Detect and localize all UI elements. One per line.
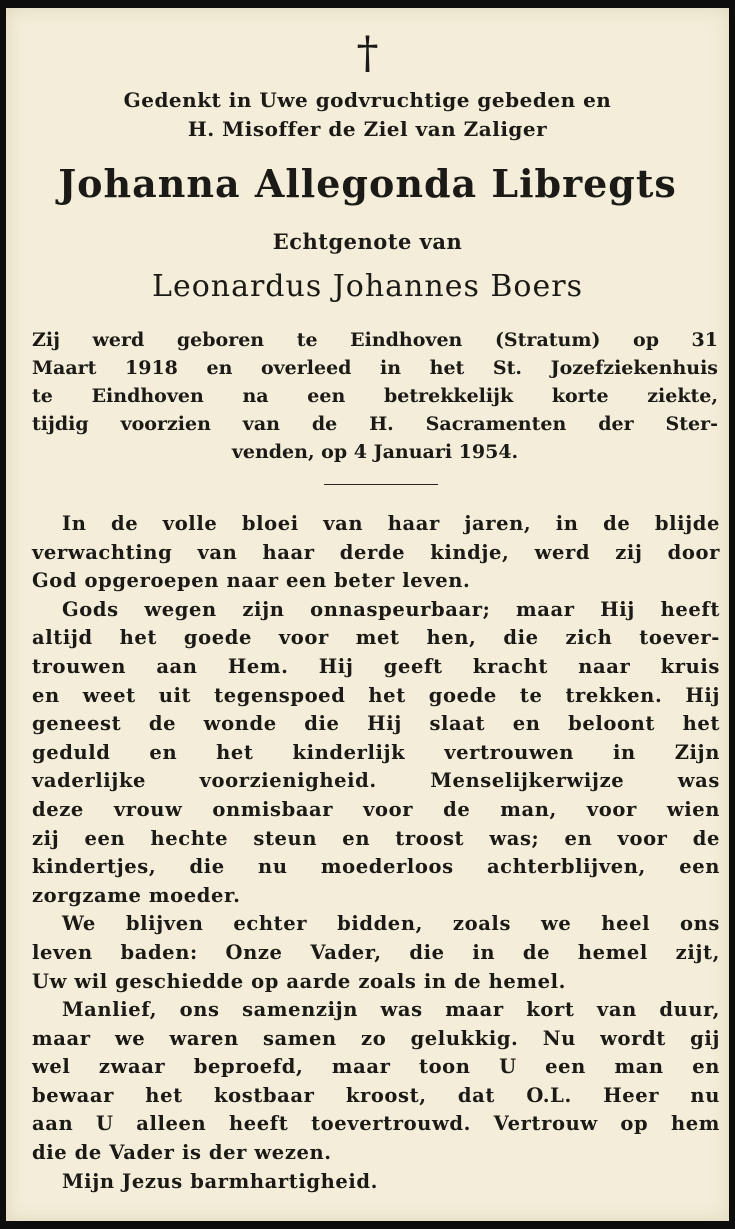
memorial-card — [6, 8, 729, 1221]
divider — [324, 484, 438, 485]
biography — [32, 326, 718, 466]
text-line: In de volle bloei van haar jaren, in de blijde — [62, 512, 720, 535]
spouse-name: Leonardus Johannes Boers — [152, 269, 583, 304]
text-line: geneest de wonde die Hij slaat en beloont het — [32, 712, 720, 736]
bio-line: Zij werd geboren te Eindhoven (Stratum) op 31 — [32, 329, 718, 351]
text-line: die de Vader is der wezen. — [32, 1141, 332, 1165]
text-line: leven baden: Onze Vader, die in de hemel zijt, — [32, 940, 720, 964]
text-line: altijd het goede voor met hen, die zich toever- — [32, 626, 720, 650]
text-line: We blijven echter bidden, zoals we heel ons — [62, 912, 720, 936]
text-line: maar we waren samen zo gelukkig. Nu wordt gij — [32, 1026, 720, 1050]
bio-line: venden, op 4 Januari 1954. — [231, 441, 519, 463]
bio-line: tijdig voorzien van de H. Sacramenten der Ster- — [32, 413, 718, 435]
text-line: Mijn Jezus barmhartigheid. — [62, 1169, 378, 1193]
text-line: bewaar het kostbaar kroost, dat O.L. Heer nu — [32, 1083, 720, 1107]
text-line: geduld en het kinderlijk vertrouwen in Zijn — [32, 740, 720, 764]
bio-line: te Eindhoven na een betrekkelijk korte ziekte, — [32, 385, 718, 407]
text-line: zorgzame moeder. — [32, 883, 241, 907]
header-line: Gedenkt in Uwe godvruchtige gebeden en — [123, 88, 612, 112]
card-header — [6, 86, 729, 144]
cross-icon: † — [356, 28, 379, 79]
deceased-name: Johanna Allegonda Libregts — [58, 161, 677, 206]
text-line: vaderlijke voorzienigheid. Menselijkerwijze was — [32, 769, 720, 793]
text-line: Gods wegen zijn onnaspeurbaar; maar Hij heeft — [62, 597, 720, 621]
spouse-label: Echtgenote van — [272, 229, 463, 254]
text-line: Manlief, ons samenzijn was maar kort van duur, — [62, 998, 720, 1022]
memorial-text — [32, 510, 720, 1196]
text-line: kindertjes, die nu moederloos achterblijven, een — [32, 855, 720, 879]
text-line: wel zwaar beproefd, maar toon U een man en — [32, 1055, 720, 1079]
text-line: verwachting van haar derde kindje, werd zij door — [32, 540, 720, 564]
text-line: en weet uit tegenspoed het goede te trekken. Hij — [32, 683, 720, 707]
text-line: God opgeroepen naar een beter leven. — [32, 569, 471, 593]
text-line: Uw wil geschiedde op aarde zoals in de hemel. — [32, 969, 567, 993]
text-line: deze vrouw onmisbaar voor de man, voor wien — [32, 797, 720, 821]
text-line: aan U alleen heeft toevertrouwd. Vertrouw op hem — [32, 1112, 720, 1136]
header-line: H. Misoffer de Ziel van Zaliger — [187, 117, 548, 141]
text-line: trouwen aan Hem. Hij geeft kracht naar kruis — [32, 654, 720, 678]
text-line: zij een hechte steun en troost was; en voor de — [32, 826, 720, 850]
bio-line: Maart 1918 en overleed in het St. Jozefziekenhuis — [32, 357, 718, 379]
